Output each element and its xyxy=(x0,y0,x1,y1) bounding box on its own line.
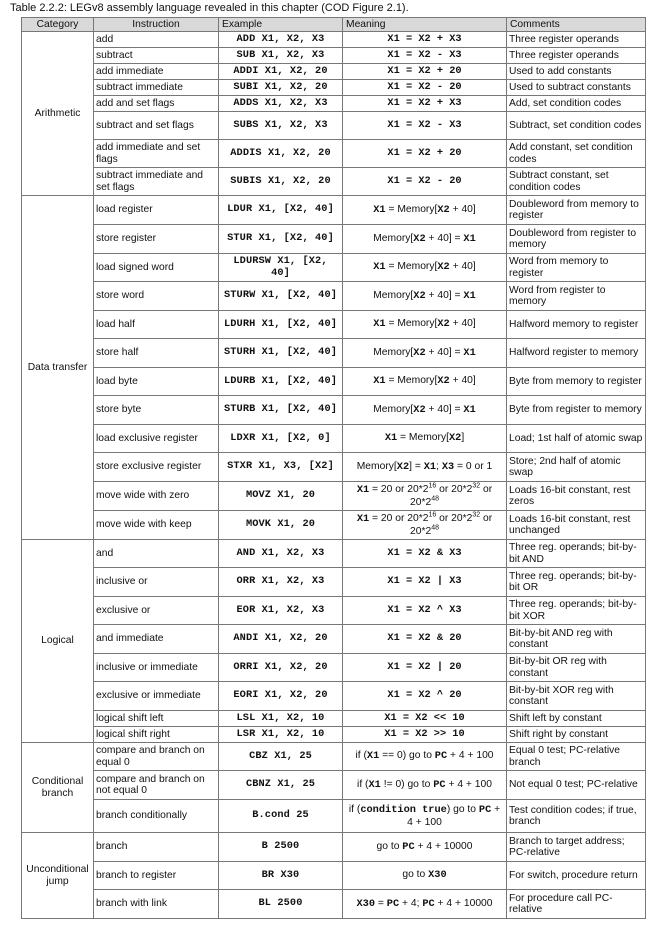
instruction-cell: logical shift left xyxy=(94,711,219,727)
example-cell: STURH X1, [X2, 40] xyxy=(219,339,343,368)
example-cell: AND X1, X2, X3 xyxy=(219,540,343,568)
example-cell: SUBI X1, X2, 20 xyxy=(219,80,343,96)
comment-cell: For switch, procedure return xyxy=(507,862,646,890)
meaning-cell: X1 = X2 + 20 xyxy=(343,64,507,80)
comment-cell: Add, set condition codes xyxy=(507,96,646,112)
table-row xyxy=(22,654,646,682)
meaning-cell: X1 = Memory[X2 + 40] xyxy=(343,254,507,282)
instruction-cell: compare and branch on equal 0 xyxy=(94,743,219,771)
meaning-cell: X1 = 20 or $20*2^{16}$ or $20*2^{32}$ or $20*2^{48}$ xyxy=(343,511,507,540)
meaning-cell: if (X1 == 0) go to PC + 4 + 100 xyxy=(343,743,507,771)
meaning-cell: X1 = X2 | X3 xyxy=(343,568,507,597)
example-cell: SUBS X1, X2, X3 xyxy=(219,112,343,140)
header-row xyxy=(22,18,646,32)
table-row xyxy=(22,396,646,425)
instruction-cell: load byte xyxy=(94,368,219,396)
instruction-cell: store word xyxy=(94,282,219,311)
instruction-cell: branch xyxy=(94,833,219,862)
meaning-cell: X1 = X2 + X3 xyxy=(343,96,507,112)
table-row xyxy=(22,112,646,140)
meaning-cell: go to X30 xyxy=(343,862,507,890)
category-cell: Logical xyxy=(22,540,94,743)
meaning-cell: if (X1 != 0) go to PC + 4 + 100 xyxy=(343,771,507,800)
table-row xyxy=(22,568,646,597)
example-cell: LSR X1, X2, 10 xyxy=(219,727,343,743)
example-cell: MOVK X1, 20 xyxy=(219,511,343,540)
table-row xyxy=(22,254,646,282)
instruction-cell: branch conditionally xyxy=(94,800,219,833)
instruction-cell: inclusive or xyxy=(94,568,219,597)
comment-cell: Halfword register to memory xyxy=(507,339,646,368)
instruction-cell: subtract immediate xyxy=(94,80,219,96)
example-cell: ORRI X1, X2, 20 xyxy=(219,654,343,682)
category-cell: Unconditional jump xyxy=(22,833,94,919)
table-row xyxy=(22,862,646,890)
instruction-cell: store byte xyxy=(94,396,219,425)
comment-cell: Doubleword from register to memory xyxy=(507,225,646,254)
example-cell: BR X30 xyxy=(219,862,343,890)
comment-cell: Add constant, set condition codes xyxy=(507,140,646,168)
comment-cell: Load; 1st half of atomic swap xyxy=(507,425,646,453)
comment-cell: Bit-by-bit OR reg with constant xyxy=(507,654,646,682)
table-row xyxy=(22,225,646,254)
meaning-cell: X1 = Memory[X2 + 40] xyxy=(343,196,507,225)
example-cell: CBNZ X1, 25 xyxy=(219,771,343,800)
comment-cell: Halfword memory to register xyxy=(507,311,646,339)
example-cell: ADD X1, X2, X3 xyxy=(219,32,343,48)
comment-cell: Three register operands xyxy=(507,48,646,64)
example-cell: STUR X1, [X2, 40] xyxy=(219,225,343,254)
comment-cell: Bit-by-bit XOR reg with constant xyxy=(507,682,646,711)
table-row xyxy=(22,368,646,396)
comment-cell: Branch to target address; PC-relative xyxy=(507,833,646,862)
example-cell: B 2500 xyxy=(219,833,343,862)
instruction-cell: subtract xyxy=(94,48,219,64)
instruction-cell: load exclusive register xyxy=(94,425,219,453)
example-cell: ADDS X1, X2, X3 xyxy=(219,96,343,112)
meaning-cell: X1 = X2 - 20 xyxy=(343,80,507,96)
meaning-cell: X1 = X2 >> 10 xyxy=(343,727,507,743)
header-example: Example xyxy=(219,18,343,32)
comment-cell: Shift left by constant xyxy=(507,711,646,727)
comment-cell: Byte from register to memory xyxy=(507,396,646,425)
comment-cell: Three reg. operands; bit-by-bit AND xyxy=(507,540,646,568)
table-row xyxy=(22,597,646,625)
comment-cell: Byte from memory to register xyxy=(507,368,646,396)
table-row xyxy=(22,625,646,654)
instruction-cell: logical shift right xyxy=(94,727,219,743)
category-cell: Conditional branch xyxy=(22,743,94,833)
table-row xyxy=(22,743,646,771)
meaning-cell: Memory[X2] = X1; X3 = 0 or 1 xyxy=(343,453,507,482)
example-cell: LDURSW X1, [X2, 40] xyxy=(219,254,343,282)
instruction-cell: compare and branch on not equal 0 xyxy=(94,771,219,800)
example-cell: BL 2500 xyxy=(219,890,343,919)
instruction-cell: exclusive or xyxy=(94,597,219,625)
instruction-cell: load signed word xyxy=(94,254,219,282)
meaning-cell: X1 = X2 & 20 xyxy=(343,625,507,654)
example-cell: ORR X1, X2, X3 xyxy=(219,568,343,597)
header-instruction: Instruction xyxy=(94,18,219,32)
table-row xyxy=(22,339,646,368)
meaning-cell: Memory[X2 + 40] = X1 xyxy=(343,339,507,368)
instruction-cell: and xyxy=(94,540,219,568)
comment-cell: Three reg. operands; bit-by-bit XOR xyxy=(507,597,646,625)
table-row xyxy=(22,80,646,96)
table-row xyxy=(22,890,646,919)
table-row xyxy=(22,771,646,800)
instruction-cell: add xyxy=(94,32,219,48)
example-cell: B.cond 25 xyxy=(219,800,343,833)
example-cell: LDXR X1, [X2, 0] xyxy=(219,425,343,453)
header-comments: Comments xyxy=(507,18,646,32)
meaning-cell: X1 = X2 + X3 xyxy=(343,32,507,48)
instruction-cell: move wide with keep xyxy=(94,511,219,540)
table-row xyxy=(22,482,646,511)
comment-cell: Used to add constants xyxy=(507,64,646,80)
category-cell: Data transfer xyxy=(22,196,94,540)
instruction-cell: subtract immediate and set flags xyxy=(94,168,219,196)
table-row xyxy=(22,833,646,862)
example-cell: STURB X1, [X2, 40] xyxy=(219,396,343,425)
comment-cell: Bit-by-bit AND reg with constant xyxy=(507,625,646,654)
example-cell: CBZ X1, 25 xyxy=(219,743,343,771)
header-meaning: Meaning xyxy=(343,18,507,32)
table-row xyxy=(22,282,646,311)
table-row xyxy=(22,168,646,196)
meaning-cell: X1 = X2 ^ X3 xyxy=(343,597,507,625)
meaning-cell: X1 = X2 ^ 20 xyxy=(343,682,507,711)
instruction-cell: branch with link xyxy=(94,890,219,919)
meaning-cell: X1 = Memory[X2 + 40] xyxy=(343,311,507,339)
comment-cell: Subtract, set condition codes xyxy=(507,112,646,140)
meaning-cell: X1 = X2 + 20 xyxy=(343,140,507,168)
meaning-cell: X1 = 20 or $20*2^{16}$ or $20*2^{32}$ or $20*2^{48}$ xyxy=(343,482,507,511)
instruction-cell: load half xyxy=(94,311,219,339)
example-cell: LDURB X1, [X2, 40] xyxy=(219,368,343,396)
instruction-cell: load register xyxy=(94,196,219,225)
instruction-cell: store half xyxy=(94,339,219,368)
comment-cell: Word from register to memory xyxy=(507,282,646,311)
table-caption: Table 2.2.2: LEGv8 assembly language revealed in this chapter (COD Figure 2.1). xyxy=(10,2,409,14)
comment-cell: Subtract constant, set condition codes xyxy=(507,168,646,196)
example-cell: STURW X1, [X2, 40] xyxy=(219,282,343,311)
table-row xyxy=(22,140,646,168)
comment-cell: Store; 2nd half of atomic swap xyxy=(507,453,646,482)
instruction-cell: add immediate xyxy=(94,64,219,80)
example-cell: MOVZ X1, 20 xyxy=(219,482,343,511)
instruction-cell: store register xyxy=(94,225,219,254)
comment-cell: Used to subtract constants xyxy=(507,80,646,96)
table-row xyxy=(22,64,646,80)
table-row xyxy=(22,711,646,727)
example-cell: SUBIS X1, X2, 20 xyxy=(219,168,343,196)
table-row xyxy=(22,682,646,711)
table-row xyxy=(22,727,646,743)
table-row xyxy=(22,453,646,482)
comment-cell: Doubleword from memory to register xyxy=(507,196,646,225)
comment-cell: Equal 0 test; PC-relative branch xyxy=(507,743,646,771)
instruction-cell: exclusive or immediate xyxy=(94,682,219,711)
example-cell: SUB X1, X2, X3 xyxy=(219,48,343,64)
header-category: Category xyxy=(22,18,94,32)
meaning-cell: X1 = X2 & X3 xyxy=(343,540,507,568)
instruction-cell: and immediate xyxy=(94,625,219,654)
example-cell: EORI X1, X2, 20 xyxy=(219,682,343,711)
example-cell: STXR X1, X3, [X2] xyxy=(219,453,343,482)
instruction-cell: store exclusive register xyxy=(94,453,219,482)
category-cell: Arithmetic xyxy=(22,32,94,196)
instruction-cell: move wide with zero xyxy=(94,482,219,511)
meaning-cell: go to PC + 4 + 10000 xyxy=(343,833,507,862)
table-row xyxy=(22,425,646,453)
meaning-cell: X1 = X2 << 10 xyxy=(343,711,507,727)
table-row xyxy=(22,511,646,540)
meaning-cell: X1 = X2 - 20 xyxy=(343,168,507,196)
comment-cell: Shift right by constant xyxy=(507,727,646,743)
table-row xyxy=(22,32,646,48)
table-body xyxy=(22,32,646,919)
legv8-instruction-table xyxy=(21,17,646,919)
meaning-cell: X1 = X2 - X3 xyxy=(343,48,507,64)
instruction-cell: subtract and set flags xyxy=(94,112,219,140)
comment-cell: Loads 16-bit constant, rest zeros xyxy=(507,482,646,511)
table-row xyxy=(22,48,646,64)
comment-cell: Three register operands xyxy=(507,32,646,48)
example-cell: ADDI X1, X2, 20 xyxy=(219,64,343,80)
example-cell: ADDIS X1, X2, 20 xyxy=(219,140,343,168)
comment-cell: Three reg. operands; bit-by-bit OR xyxy=(507,568,646,597)
comment-cell: Not equal 0 test; PC-relative xyxy=(507,771,646,800)
meaning-cell: Memory[X2 + 40] = X1 xyxy=(343,396,507,425)
table-row xyxy=(22,96,646,112)
example-cell: LSL X1, X2, 10 xyxy=(219,711,343,727)
example-cell: EOR X1, X2, X3 xyxy=(219,597,343,625)
meaning-cell: X1 = Memory[X2] xyxy=(343,425,507,453)
meaning-cell: X30 = PC + 4; PC + 4 + 10000 xyxy=(343,890,507,919)
instruction-cell: branch to register xyxy=(94,862,219,890)
example-cell: LDUR X1, [X2, 40] xyxy=(219,196,343,225)
example-cell: ANDI X1, X2, 20 xyxy=(219,625,343,654)
comment-cell: Test condition codes; if true, branch xyxy=(507,800,646,833)
instruction-cell: add immediate and set flags xyxy=(94,140,219,168)
meaning-cell: X1 = X2 - X3 xyxy=(343,112,507,140)
meaning-cell: if (condition true) go to PC + 4 + 100 xyxy=(343,800,507,833)
instruction-cell: inclusive or immediate xyxy=(94,654,219,682)
table-row xyxy=(22,540,646,568)
comment-cell: Loads 16-bit constant, rest unchanged xyxy=(507,511,646,540)
meaning-cell: X1 = Memory[X2 + 40] xyxy=(343,368,507,396)
comment-cell: Word from memory to register xyxy=(507,254,646,282)
meaning-cell: Memory[X2 + 40] = X1 xyxy=(343,225,507,254)
comment-cell: For procedure call PC-relative xyxy=(507,890,646,919)
meaning-cell: X1 = X2 | 20 xyxy=(343,654,507,682)
table-row xyxy=(22,800,646,833)
example-cell: LDURH X1, [X2, 40] xyxy=(219,311,343,339)
instruction-cell: add and set flags xyxy=(94,96,219,112)
meaning-cell: Memory[X2 + 40] = X1 xyxy=(343,282,507,311)
table-row xyxy=(22,196,646,225)
table-row xyxy=(22,311,646,339)
